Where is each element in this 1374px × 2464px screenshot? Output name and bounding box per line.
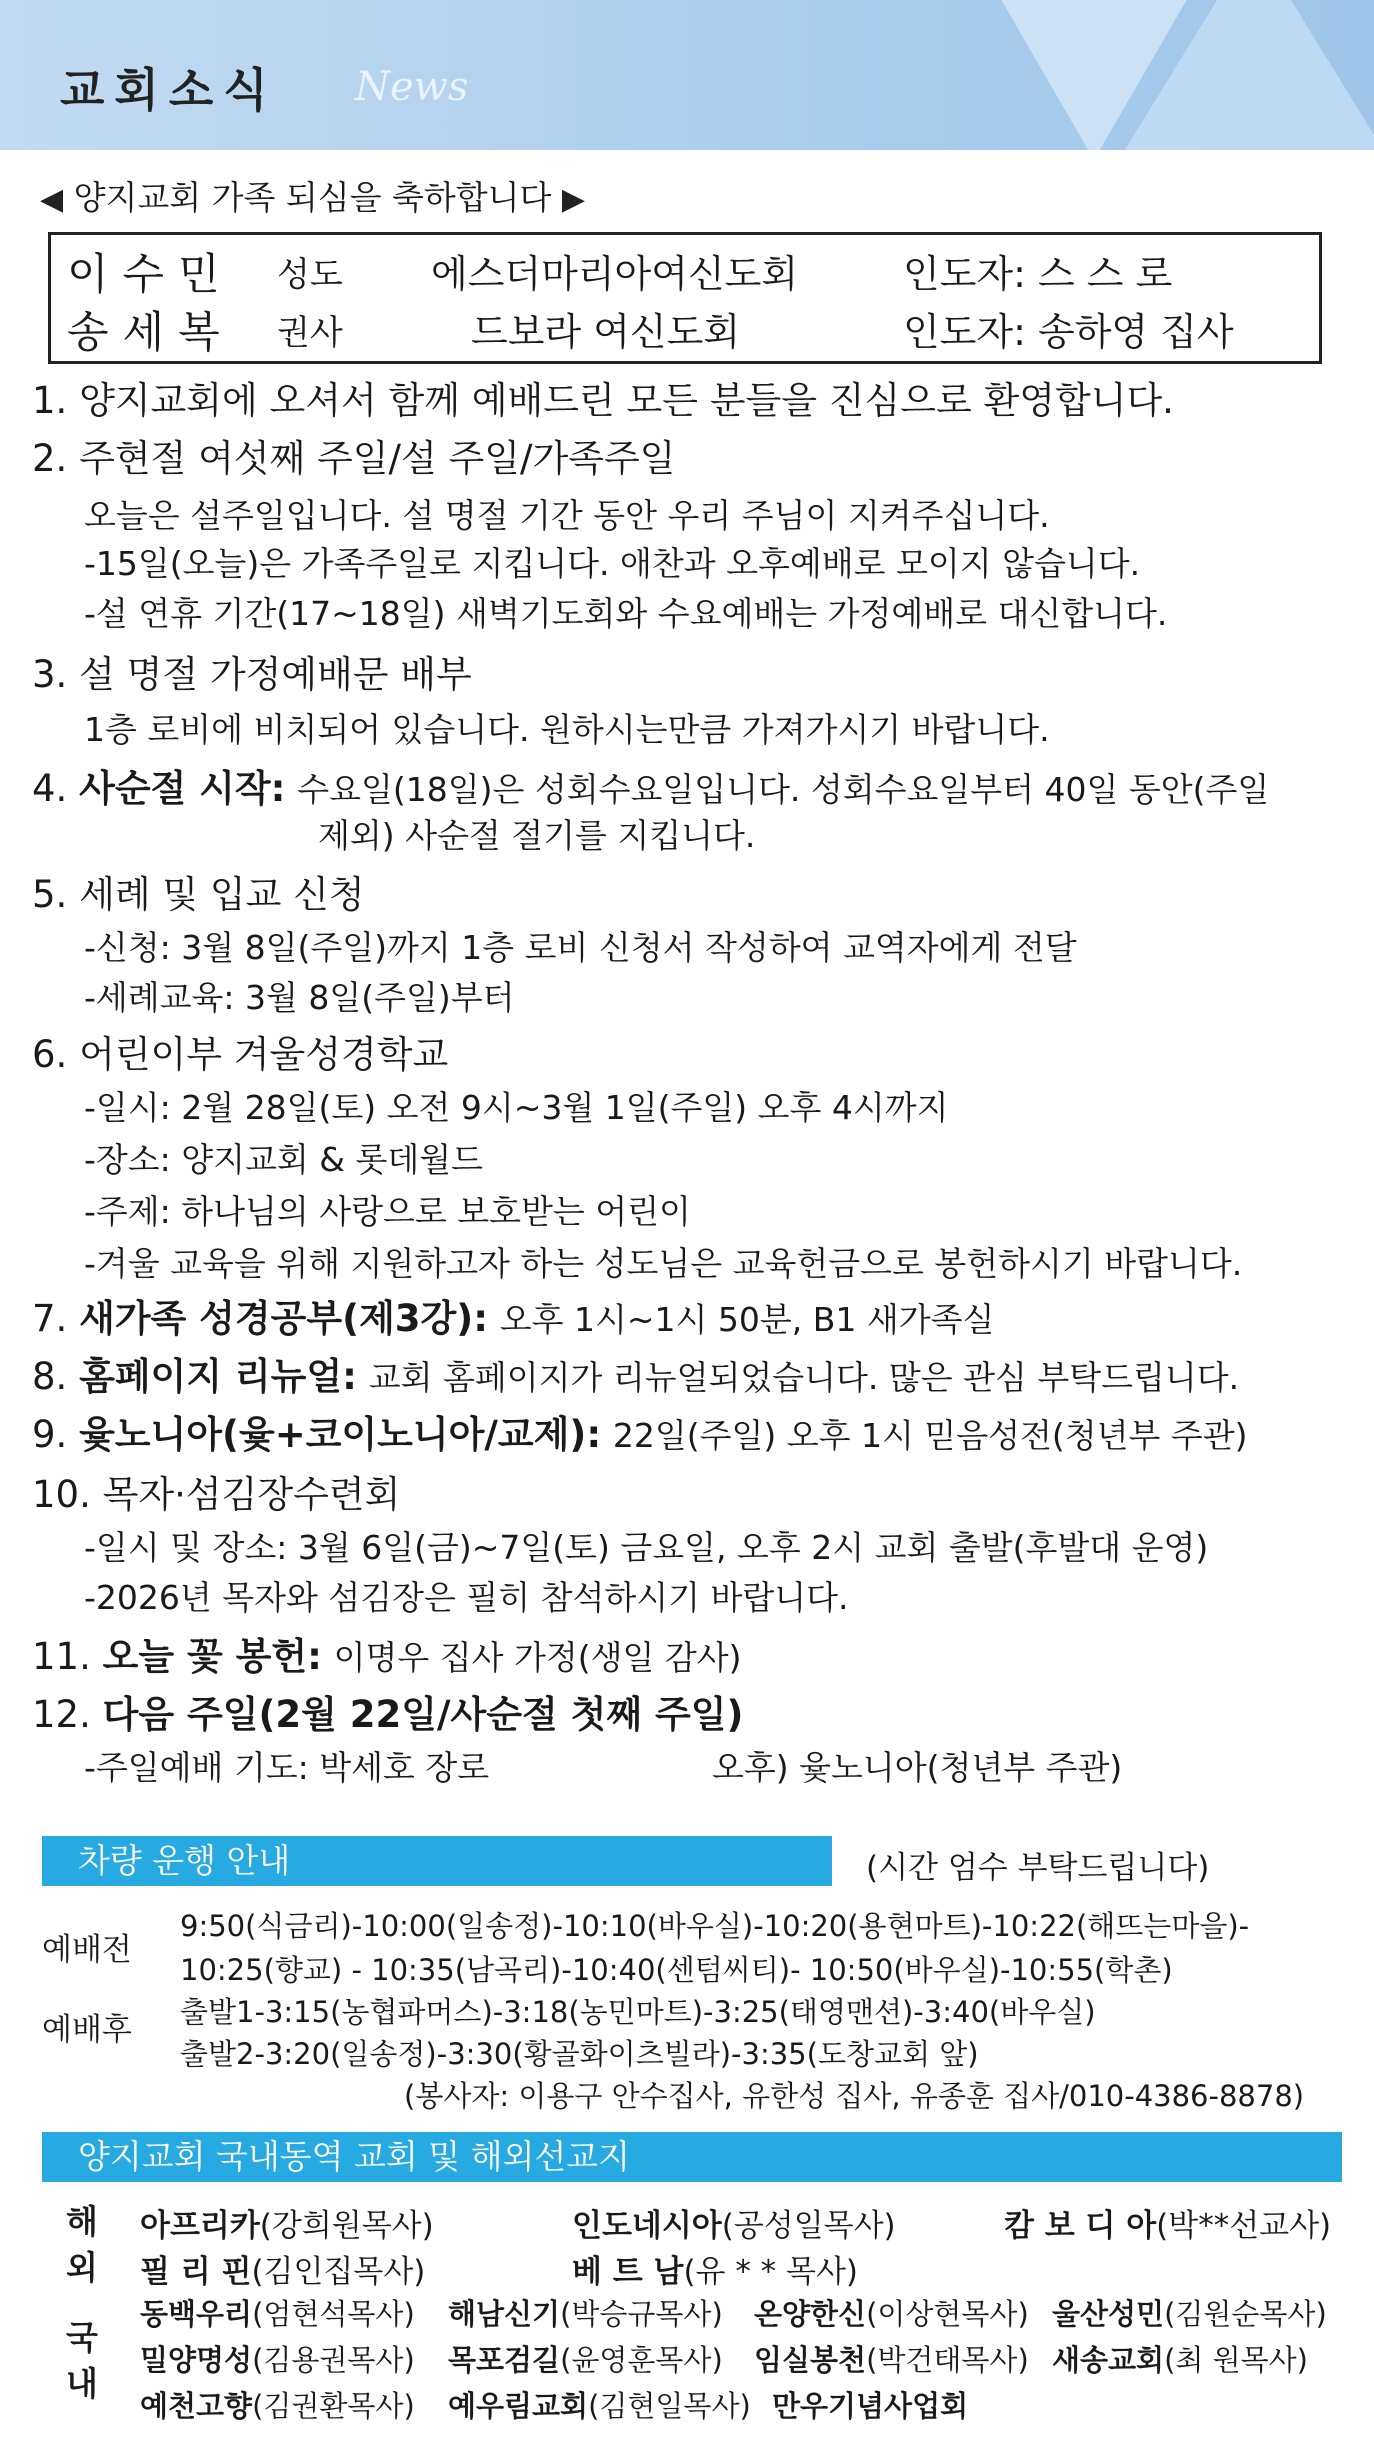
bus-route-line: 출발1-3:15(농협파머스)-3:18(농민마트)-3:25(태영맨션)-3:40(바우실) (180, 1995, 1096, 2029)
news-item: 2. 주현절 여섯째 주일/설 주일/가족주일 (32, 437, 676, 480)
domestic-label: 내 (66, 2364, 98, 2403)
missions-section-bar: 양지교회 국내동역 교회 및 해외선교지 (42, 2132, 1342, 2182)
mission-entry: 만우기념사업회 (772, 2389, 969, 2423)
mission-entry: 예천고향(김권환목사) (140, 2389, 415, 2423)
mission-entry: 인도네시아(공성일목사) (572, 2208, 896, 2244)
bus-note: (시간 엄수 부탁드립니다) (866, 1850, 1210, 1886)
mission-entry: 해남신기(박승규목사) (448, 2297, 723, 2331)
news-item: 11. 오늘 꽃 봉헌: 이명우 집사 가정(생일 감사) (32, 1635, 742, 1678)
news-detail: -장소: 양지교회 & 롯데월드 (84, 1140, 484, 1179)
mission-entry: 밀양명성(김용권목사) (140, 2343, 415, 2377)
news-detail: -세례교육: 3월 8일(주일)부터 (84, 978, 515, 1017)
mission-entry: 예우림교회(김현일목사) (448, 2389, 751, 2423)
member-org: 드보라 여신도회 (471, 310, 741, 354)
mission-entry: 동백우리(엄현석목사) (140, 2297, 415, 2331)
welcome-heading (40, 172, 585, 219)
news-item: 10. 목자·섬김장수련회 (32, 1473, 401, 1516)
news-detail: -주제: 하나님의 사랑으로 보호받는 어린이 (84, 1192, 691, 1231)
news-detail: -일시 및 장소: 3월 6일(금)~7일(토) 금요일, 오후 2시 교회 출발(후발대 운영) (84, 1528, 1209, 1567)
news-item: 5. 세례 및 입교 신청 (32, 873, 365, 916)
news-item: 3. 설 명절 가정예배문 배부 (32, 653, 472, 696)
member-name: 송세복 (67, 308, 234, 358)
mission-entry: 임실봉천(박건태목사) (754, 2343, 1029, 2377)
page-subtitle: News (355, 64, 469, 110)
bus-route-line: 출발2-3:20(일송정)-3:30(황골화이츠빌라)-3:35(도창교회 앞) (180, 2037, 979, 2071)
news-detail: -15일(오늘)은 가족주일로 지킵니다. 애찬과 오후예배로 모이지 않습니다. (84, 544, 1141, 583)
news-detail: -일시: 2월 28일(토) 오전 9시~3월 1일(주일) 오후 4시까지 (84, 1088, 949, 1127)
mission-entry: 베 트 남(유 * * 목사) (572, 2254, 859, 2290)
overseas-label: 해 (66, 2202, 98, 2241)
bus-section-bar: 차량 운행 안내 (42, 1836, 832, 1886)
overseas-label: 외 (66, 2248, 98, 2287)
mission-entry: 아프리카(강희원목사) (140, 2208, 434, 2244)
mission-entry: 새송교회(최 원목사) (1052, 2343, 1308, 2377)
bus-route-line: 10:25(향교) - 10:35(남곡리)-10:40(센텀씨티)- 10:50(바우실)-10:55(학촌) (180, 1953, 1173, 1987)
mission-entry: 캄 보 디 아(박**선교사) (1004, 2208, 1332, 2244)
new-members-box (48, 232, 1322, 364)
page-title: 교회소식 (60, 63, 278, 117)
news-item: 9. 윷노니아(윷+코이노니아/교제): 22일(주일) 오후 1시 믿음성전(청년부 주관) (32, 1413, 1248, 1456)
mission-entry: 필 리 핀(김인집목사) (140, 2254, 426, 2290)
news-detail: -겨울 교육을 위해 지원하고자 하는 성도님은 교육헌금으로 봉헌하시기 바랍니다. (84, 1244, 1243, 1283)
mission-entry: 울산성민(김원순목사) (1052, 2297, 1327, 2331)
bus-route-line: 9:50(식금리)-10:00(일송정)-10:10(바우실)-10:20(용현마트)-10:22(해뜨는마을)- (180, 1909, 1250, 1943)
news-detail: 제외) 사순절 절기를 지킵니다. (318, 816, 756, 855)
news-detail: -신청: 3월 8일(주일)까지 1층 로비 신청서 작성하여 교역자에게 전달 (84, 928, 1077, 967)
news-detail: 오늘은 설주일입니다. 설 명절 기간 동안 우리 주님이 지켜주십니다. (84, 496, 1050, 535)
member-name: 이수민 (67, 250, 234, 300)
member-title: 권사 (277, 313, 343, 353)
triangle-right-icon: ▶ (561, 182, 585, 217)
welcome-title: 양지교회 가족 되심을 축하합니다 (73, 178, 552, 217)
header-decoration (984, 0, 1204, 150)
news-item: 12. 다음 주일(2월 22일/사순절 첫째 주일) (32, 1693, 744, 1736)
mission-entry: 목포검길(윤영훈목사) (448, 2343, 723, 2377)
triangle-left-icon: ◀ (40, 182, 64, 217)
mission-entry: 온양한신(이상현목사) (754, 2297, 1029, 2331)
news-header (0, 0, 1374, 150)
news-item: 4. 사순절 시작: 수요일(18일)은 성회수요일입니다. 성회수요일부터 40일 동안(주일 (32, 767, 1270, 810)
member-org: 에스더마리아여신도회 (431, 252, 799, 296)
news-item: 1. 양지교회에 오셔서 함께 예배드린 모든 분들을 진심으로 환영합니다. (32, 379, 1174, 422)
member-guide: 인도자: 스 스 로 (903, 252, 1173, 296)
news-item: 8. 홈페이지 리뉴얼: 교회 홈페이지가 리뉴얼되었습니다. 많은 관심 부탁드립니다. (32, 1355, 1240, 1398)
news-detail: -설 연휴 기간(17~18일) 새벽기도회와 수요예배는 가정예배로 대신합니다. (84, 594, 1168, 633)
member-guide: 인도자: 송하영 집사 (903, 310, 1234, 354)
news-item: 6. 어린이부 겨울성경학교 (32, 1033, 449, 1076)
news-detail: -2026년 목자와 섬김장은 필히 참석하시기 바랍니다. (84, 1578, 849, 1617)
domestic-label: 국 (66, 2318, 98, 2357)
bus-volunteers: (봉사자: 이용구 안수집사, 유한성 집사, 유종훈 집사/010-4386-8878) (404, 2079, 1305, 2113)
news-detail: 1층 로비에 비치되어 있습니다. 원하시는만큼 가져가시기 바랍니다. (84, 710, 1050, 749)
news-detail: 오후) 윷노니아(청년부 주관) (712, 1748, 1123, 1787)
news-detail: -주일예배 기도: 박세호 장로 (84, 1748, 490, 1787)
bus-before-label: 예배전 (42, 1932, 132, 1968)
bus-after-label: 예배후 (42, 2012, 132, 2048)
news-item: 7. 새가족 성경공부(제3강): 오후 1시~1시 50분, B1 새가족실 (32, 1297, 995, 1340)
member-title: 성도 (277, 255, 343, 295)
